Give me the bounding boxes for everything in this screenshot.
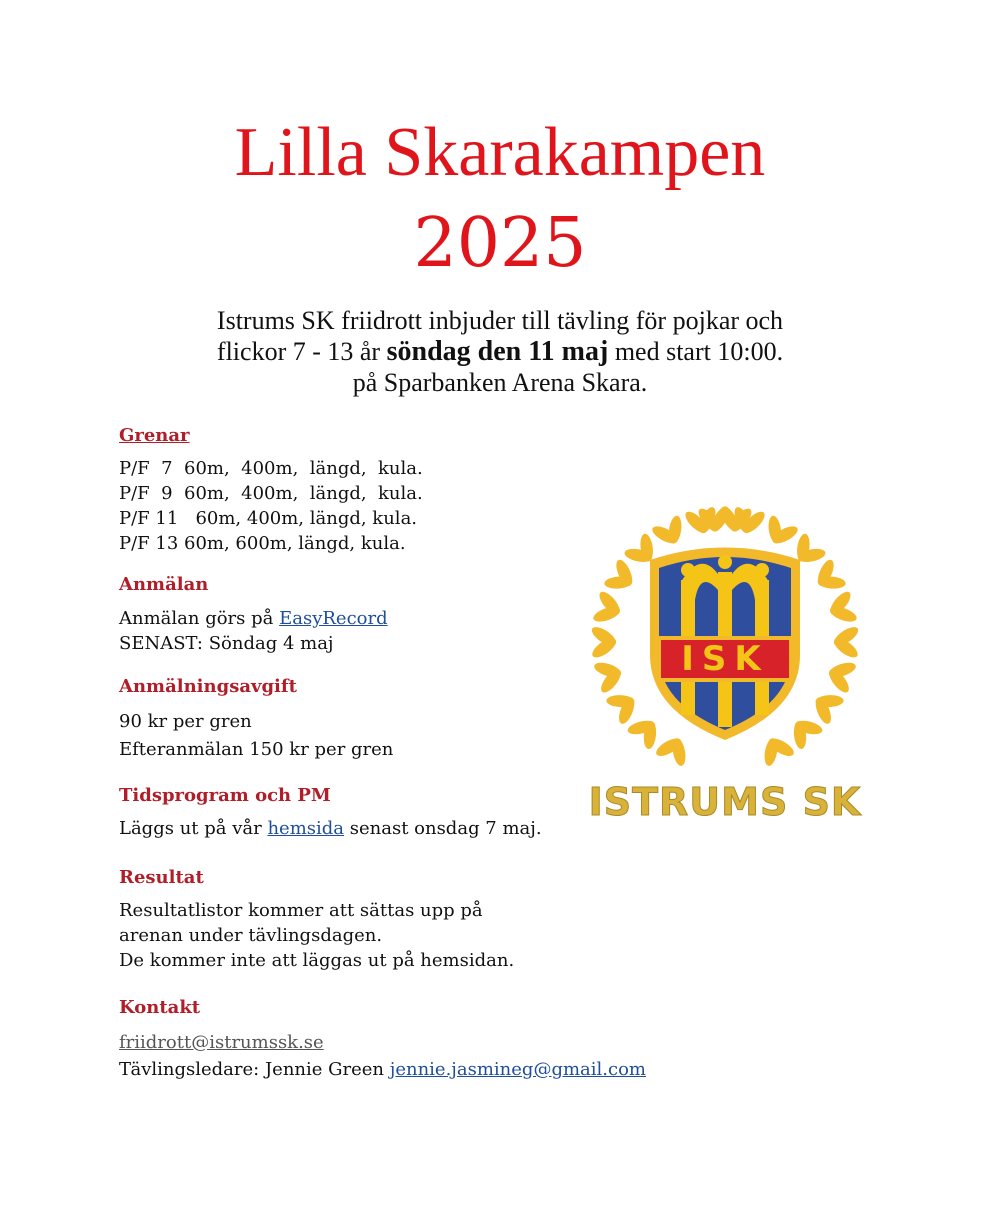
club-email-link[interactable]: friidrott@istrumssk.se [119,1032,324,1053]
section-heading-anmalan: Anmälan [119,574,209,595]
event-date: söndag den 11 maj [386,336,609,367]
intro-line-2 [0,336,1000,367]
section-heading-resultat: Resultat [119,867,204,888]
anmalan-line-1 [119,606,579,631]
section-heading-avgift: Anmälningsavgift [119,676,297,697]
istrums-sk-logo [575,490,875,830]
intro-line-2-pre: flickor 7 - 13 år [216,337,387,366]
hemsida-link[interactable]: hemsida [267,818,345,839]
section-grenar [119,425,579,556]
resultat-line: arenan under tävlingsdagen. [119,925,383,946]
tidsprogram-line-pre: Läggs ut på vår [119,818,268,839]
page-title: Lilla Skarakampen [234,114,766,191]
grenar-line: P/F 7 60m, 400m, längd, kula. [119,458,423,479]
tidsprogram-line [119,816,579,841]
grenar-line: P/F 11 60m, 400m, längd, kula. [119,508,418,529]
anmalan-deadline: SENAST: Söndag 4 maj [119,633,334,654]
tidsprogram-line-post: senast onsdag 7 maj. [344,818,542,839]
easyrecord-link[interactable]: EasyRecord [279,608,388,629]
intro-line-3: på Sparbanken Arena Skara. [352,368,648,397]
shield-letters: ISK [681,639,769,679]
kontakt-leader-text: Tävlingsledare: Jennie Green [119,1059,390,1080]
section-tidsprogram [119,785,579,841]
details-column [119,425,646,1082]
anmalan-line-1-text: Anmälan görs på [119,608,280,629]
intro-line-1: Istrums SK friidrott inbjuder till tävling för pojkar och [216,306,784,335]
club-name: ISTRUMS SK [588,780,862,824]
section-avgift [119,676,579,763]
section-anmalan [119,574,579,656]
grenar-line: P/F 9 60m, 400m, längd, kula. [119,483,423,504]
section-heading-tidsprogram: Tidsprogram och PM [119,785,331,806]
club-crest-icon [575,490,875,780]
kontakt-leader-line [119,1057,646,1082]
section-heading-grenar: Grenar [119,425,190,446]
section-resultat [119,867,579,973]
intro-text [0,305,1000,398]
leader-email-link[interactable]: jennie.jasmineg@gmail.com [389,1059,646,1080]
section-kontakt [119,997,646,1082]
resultat-line: Resultatlistor kommer att sättas upp på [119,900,483,921]
avgift-line-2: Efteranmälan 150 kr per gren [119,739,394,760]
avgift-line-1: 90 kr per gren [119,711,252,732]
page-title-year: 2025 [413,204,587,283]
section-heading-kontakt: Kontakt [119,997,201,1018]
grenar-line: P/F 13 60m, 600m, längd, kula. [119,533,406,554]
kontakt-email-line [119,1028,579,1057]
resultat-line: De kommer inte att läggas ut på hemsidan. [119,950,515,971]
intro-line-2-post: med start 10:00. [608,337,784,366]
